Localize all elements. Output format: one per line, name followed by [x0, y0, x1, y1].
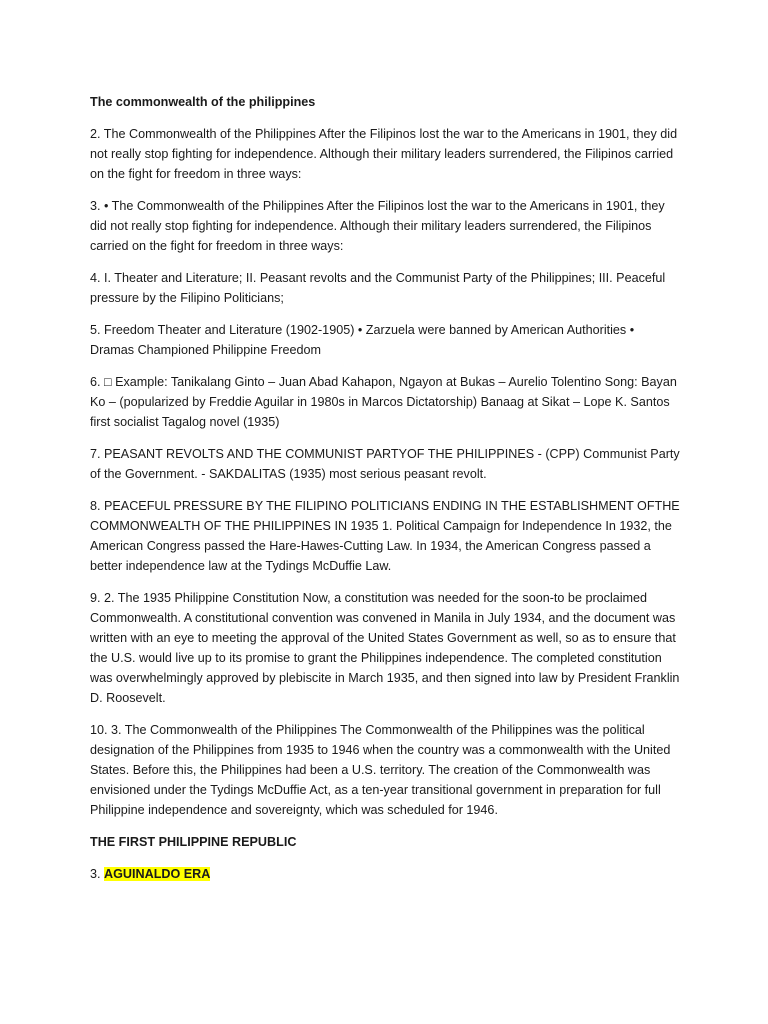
paragraph-4: 4. I. Theater and Literature; II. Peasant revolts and the Communist Party of the Philippines; III. Peaceful pressure by the Filipino Politicians;	[90, 271, 666, 305]
paragraph-10: 10. 3. The Commonwealth of the Philippines The Commonwealth of the Philippines was the political designation of the Philippines from 1935 to 1946 when the country was a commonwealth with the United States. Before this, the Philippines had been a U.S. territory. The creation of the Commonwealth was envisioned under the Tydings McDuffie Act, as a ten-year transitional government in preparation for full Philippine independence and sovereignty, which was scheduled for 1946.	[90, 723, 671, 817]
paragraph-7: 7. PEASANT REVOLTS AND THE COMMUNIST PARTYOF THE PHILIPPINES - (CPP) Communist Party of the Government. - SAKDALITAS (1935) most serious peasant revolt.	[90, 447, 680, 481]
paragraph-8: 8. PEACEFUL PRESSURE BY THE FILIPINO POLITICIANS ENDING IN THE ESTABLISHMENT OFTHE COMMONWEALTH OF THE PHILIPPINES IN 1935 1. Political Campaign for Independence In 1932, the American Congress passed the Hare-Hawes-Cutting Law. In 1934, the American Congress passed a better independence law at the Tydings McDuffie Law.	[90, 499, 680, 573]
document-title: The commonwealth of the philippines	[90, 95, 316, 109]
highlighted-sub-item-label: AGUINALDO ERA	[104, 867, 211, 881]
paragraph-9: 9. 2. The 1935 Philippine Constitution Now, a constitution was needed for the soon-to be proclaimed Commonwealth. A constitutional convention was convened in Manila in July 1934, and the document was written with an eye to meeting the approval of the United States Government as well, so as to ensure that the U.S. would live up to its promise to grant the Philippines independence. The completed constitution was overwhelmingly approved by plebiscite in March 1935, and then signed into law by President Franklin D. Roosevelt.	[90, 591, 680, 705]
paragraph-6: 6. □ Example: Tanikalang Ginto – Juan Abad Kahapon, Ngayon at Bukas – Aurelio Tolentino Song: Bayan Ko – (popularized by Freddie Aguilar in 1980s in Marcos Dictatorship) Banaag at Sikat – Lope K. Santos first socialist Tagalog novel (1935)	[90, 375, 677, 429]
section-heading: THE FIRST PHILIPPINE REPUBLIC	[90, 835, 297, 849]
paragraph-2: 2. The Commonwealth of the Philippines After the Filipinos lost the war to the Americans in 1901, they did not really stop fighting for independence. Although their military leaders surrendered, the Filipinos carried on the fight for freedom in three ways:	[90, 127, 678, 181]
sub-item-prefix: 3.	[90, 867, 105, 881]
document-page	[90, 92, 680, 896]
sub-item	[90, 864, 680, 884]
paragraph-5: 5. Freedom Theater and Literature (1902-1905) • Zarzuela were banned by American Authorities • Dramas Championed Philippine Freedom	[90, 323, 635, 357]
paragraph-3: 3. • The Commonwealth of the Philippines After the Filipinos lost the war to the Americans in 1901, they did not really stop fighting for independence. Although their military leaders surrendered, the Filipinos carried on the fight for freedom in three ways:	[90, 199, 665, 253]
